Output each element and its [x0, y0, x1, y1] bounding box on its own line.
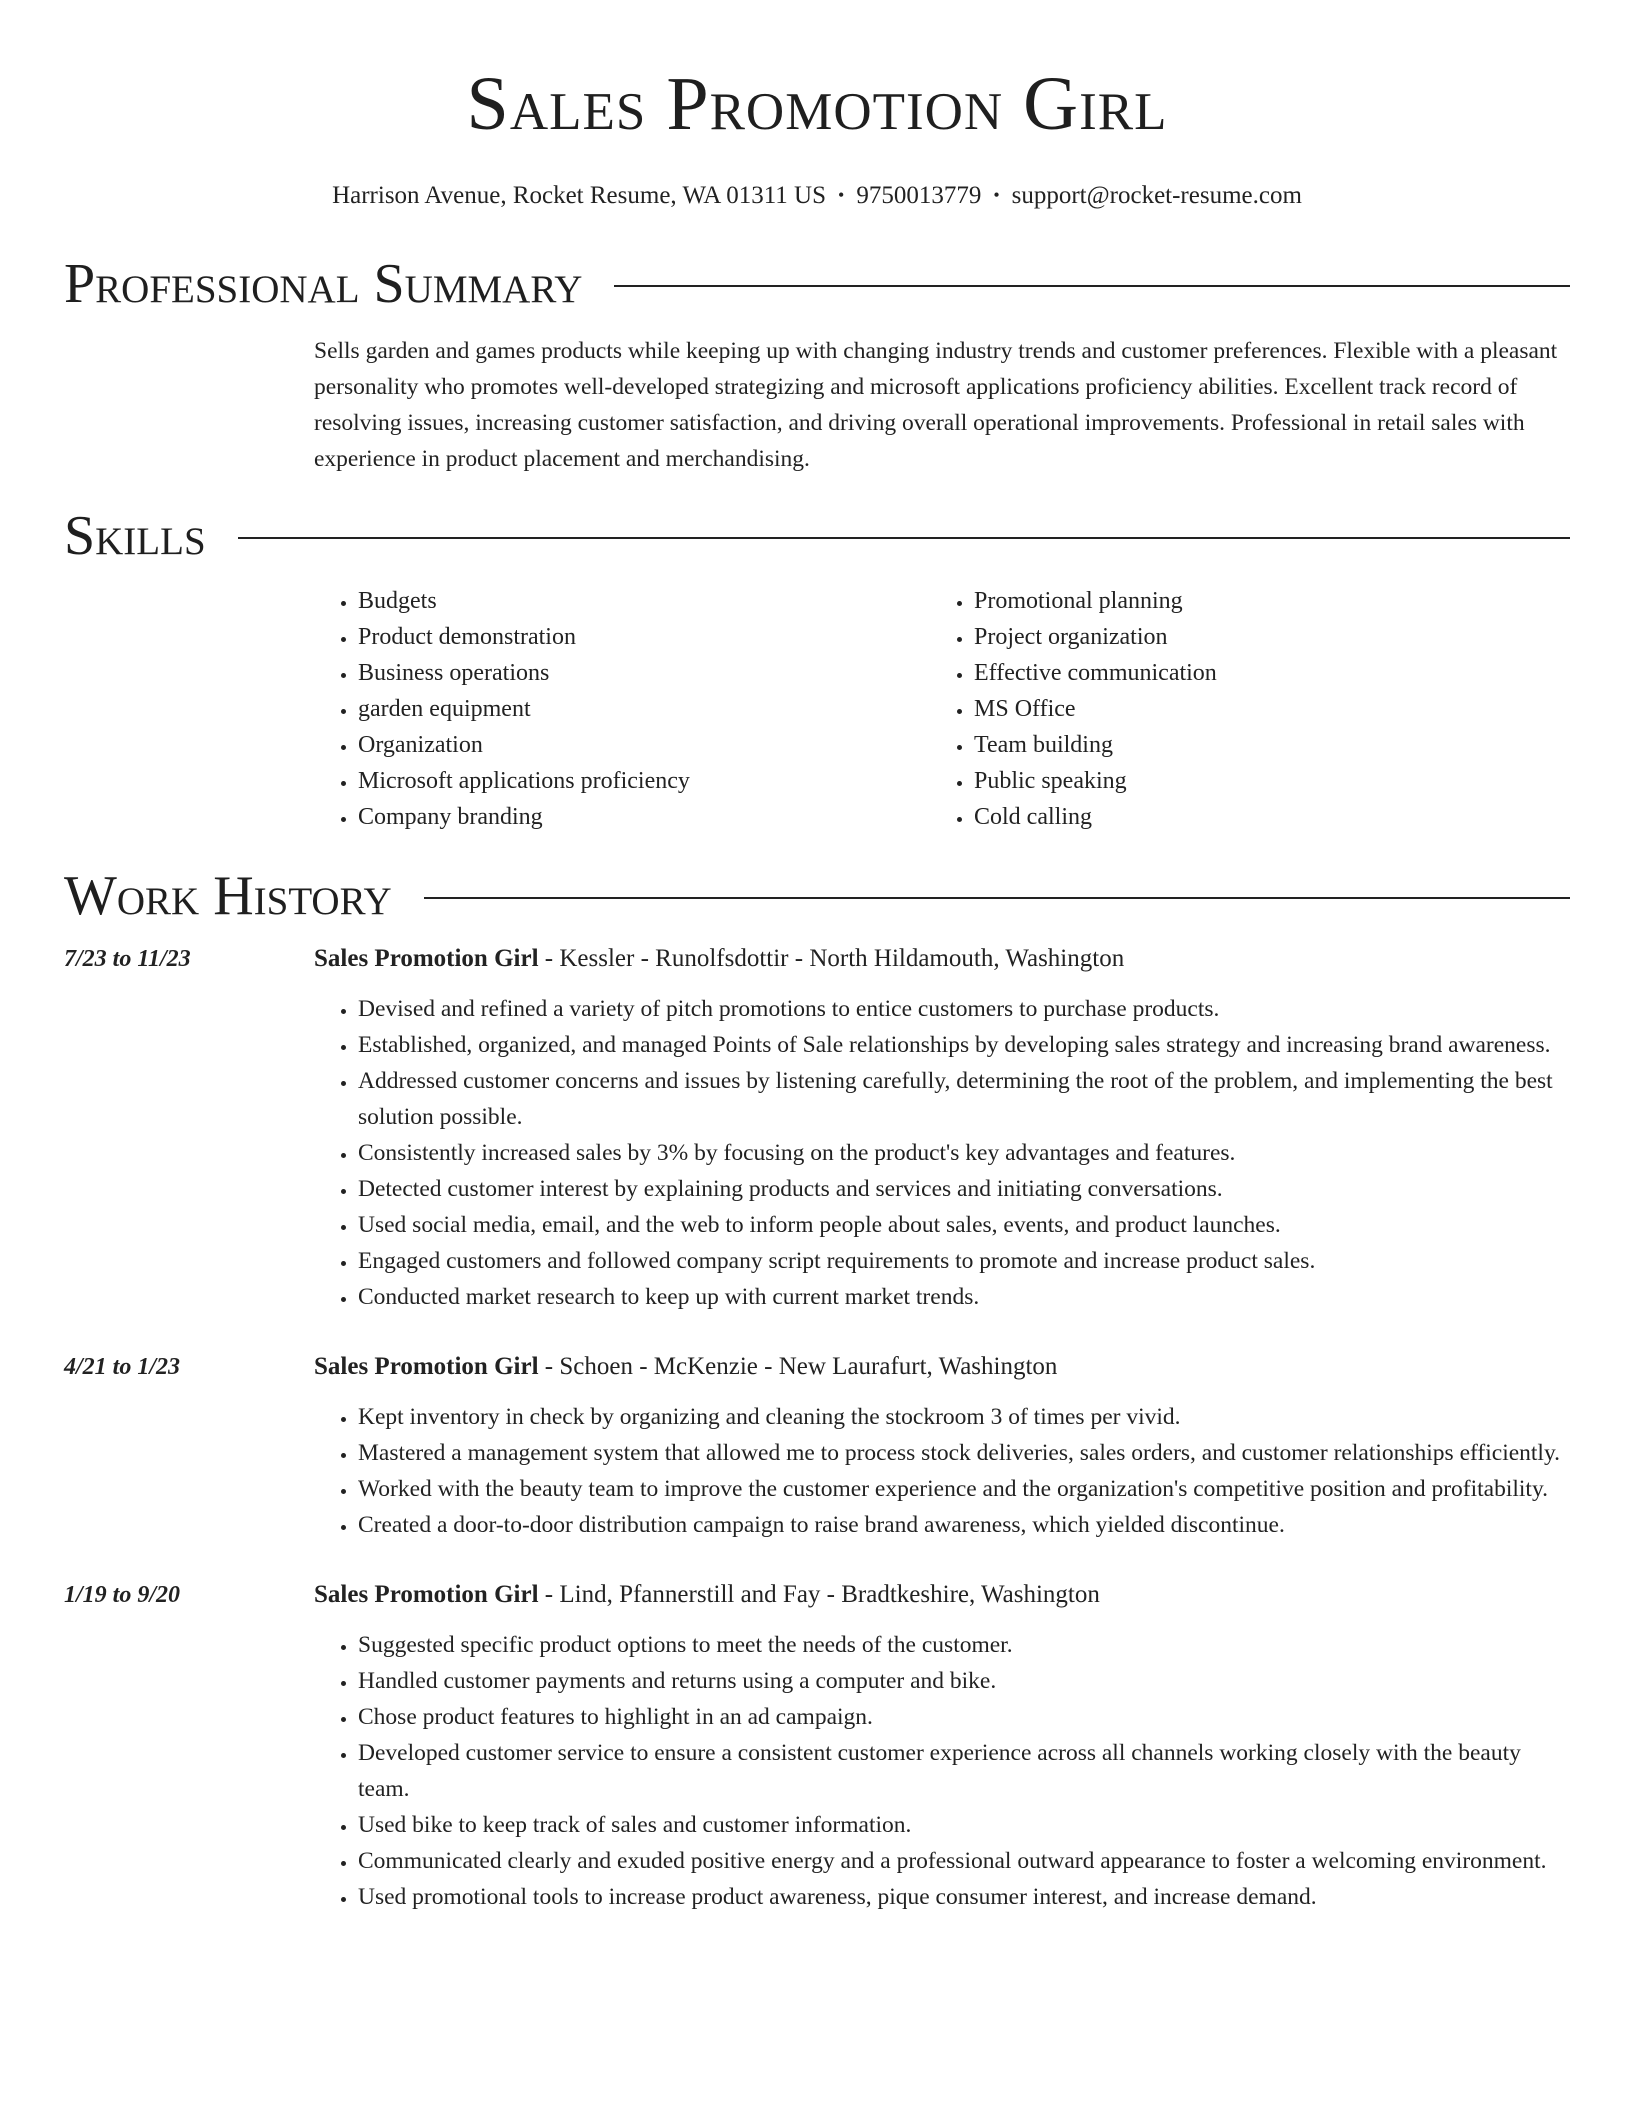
job-role: Sales Promotion Girl — [314, 945, 539, 972]
skill-item: • Microsoft applications proficiency — [358, 763, 930, 799]
job-bullet: • Worked with the beauty team to improve the customer experience and the organization's competitive position and profitability. — [358, 1471, 1570, 1507]
job-bullet: • Used bike to keep track of sales and customer information. — [358, 1807, 1570, 1843]
section-divider — [238, 537, 1570, 539]
job-bullet: • Kept inventory in check by organizing and cleaning the stockroom 3 of times per vivid. — [358, 1399, 1570, 1435]
job-title-line — [314, 1349, 1570, 1385]
contact-phone: 9750013779 — [856, 182, 982, 209]
skill-item: • Business operations — [358, 655, 930, 691]
job-bullet: • Used promotional tools to increase product awareness, pique consumer interest, and increase demand. — [358, 1879, 1570, 1915]
candidate-name: Sales Promotion Girl — [466, 62, 1168, 146]
job-bullet: • Addressed customer concerns and issues by listening carefully, determining the root of the problem, and implementing the best solution possible. — [358, 1063, 1570, 1135]
job-entry — [64, 1349, 1570, 1543]
skill-item: • Effective communication — [974, 655, 1546, 691]
skill-item: • MS Office — [974, 691, 1546, 727]
job-bullets — [314, 1399, 1570, 1543]
skill-item: • Public speaking — [974, 763, 1546, 799]
job-bullet: • Communicated clearly and exuded positive energy and a professional outward appearance to foster a welcoming environment. — [358, 1843, 1570, 1879]
job-bullet: • Conducted market research to keep up with current market trends. — [358, 1279, 1570, 1315]
contact-line — [64, 180, 1570, 213]
work-section-header — [64, 863, 1570, 929]
job-bullet: • Devised and refined a variety of pitch promotions to entice customers to purchase products. — [358, 991, 1570, 1027]
job-bullet: • Handled customer payments and returns using a computer and bike. — [358, 1663, 1570, 1699]
skill-item: • Project organization — [974, 619, 1546, 655]
skill-item: • garden equipment — [358, 691, 930, 727]
section-divider — [424, 897, 1570, 899]
skills-heading: Skills — [64, 505, 206, 567]
job-entry — [64, 941, 1570, 1315]
skill-item: • Company branding — [358, 799, 930, 835]
contact-email: support@rocket-resume.com — [1011, 182, 1302, 209]
skills-section-header — [64, 503, 1570, 569]
job-content — [314, 1349, 1570, 1543]
summary-section-header — [64, 251, 1570, 317]
skill-item: • Organization — [358, 727, 930, 763]
skill-item: • Budgets — [358, 583, 930, 619]
job-bullet: • Chose product features to highlight in an ad campaign. — [358, 1699, 1570, 1735]
job-entry — [64, 1577, 1570, 1915]
job-bullet: • Engaged customers and followed company script requirements to promote and increase product sales. — [358, 1243, 1570, 1279]
job-content — [314, 941, 1570, 1315]
skills-column-left — [314, 583, 930, 835]
job-employer: - Kessler - Runolfsdottir - North Hildamouth, Washington — [538, 945, 1125, 972]
job-dates: 7/23 to 11/23 — [64, 946, 191, 972]
skill-item: • Promotional planning — [974, 583, 1546, 619]
job-content — [314, 1577, 1570, 1915]
job-employer: - Lind, Pfannerstill and Fay - Bradtkeshire, Washington — [538, 1581, 1100, 1608]
job-bullets — [314, 1627, 1570, 1915]
job-role: Sales Promotion Girl — [314, 1581, 539, 1608]
job-title-line — [314, 941, 1570, 977]
job-title-line — [314, 1577, 1570, 1613]
job-role: Sales Promotion Girl — [314, 1353, 539, 1380]
job-bullets — [314, 991, 1570, 1315]
job-bullet: • Established, organized, and managed Points of Sale relationships by developing sales strategy and increasing brand awareness. — [358, 1027, 1570, 1063]
work-heading: Work History — [64, 865, 392, 927]
job-bullet: • Detected customer interest by explaining products and services and initiating conversations. — [358, 1171, 1570, 1207]
section-divider — [614, 285, 1570, 287]
job-dates: 4/21 to 1/23 — [64, 1354, 181, 1380]
summary-text: Sells garden and games products while keeping up with changing industry trends and customer preferences. Flexible with a pleasant personality who promotes well-developed strategizing and microsoft applications proficiency abilities. Excellent track record of resolving issues, increasing customer satisfaction, and driving overall operational improvements. Professional in retail sales with experience in product placement and merchandising. — [314, 338, 1558, 472]
contact-separator: • — [993, 185, 1000, 205]
skill-item: • Product demonstration — [358, 619, 930, 655]
job-employer: - Schoen - McKenzie - New Laurafurt, Washington — [538, 1353, 1058, 1380]
skill-item: • Cold calling — [974, 799, 1546, 835]
summary-heading: Professional Summary — [64, 253, 583, 315]
job-bullet: • Developed customer service to ensure a consistent customer experience across all channels working closely with the beauty team. — [358, 1735, 1570, 1807]
skill-item: • Team building — [974, 727, 1546, 763]
job-bullet: • Mastered a management system that allowed me to process stock deliveries, sales orders, and customer relationships efficiently. — [358, 1435, 1570, 1471]
job-dates: 1/19 to 9/20 — [64, 1582, 181, 1608]
contact-address: Harrison Avenue, Rocket Resume, WA 01311 US — [332, 182, 826, 209]
job-bullet: • Created a door-to-door distribution campaign to raise brand awareness, which yielded discontinue. — [358, 1507, 1570, 1543]
job-bullet: • Used social media, email, and the web to inform people about sales, events, and product launches. — [358, 1207, 1570, 1243]
job-bullet: • Suggested specific product options to meet the needs of the customer. — [358, 1627, 1570, 1663]
contact-separator: • — [838, 185, 845, 205]
job-bullet: • Consistently increased sales by 3% by focusing on the product's key advantages and features. — [358, 1135, 1570, 1171]
skills-list — [314, 583, 1570, 835]
skills-column-right — [930, 583, 1546, 835]
